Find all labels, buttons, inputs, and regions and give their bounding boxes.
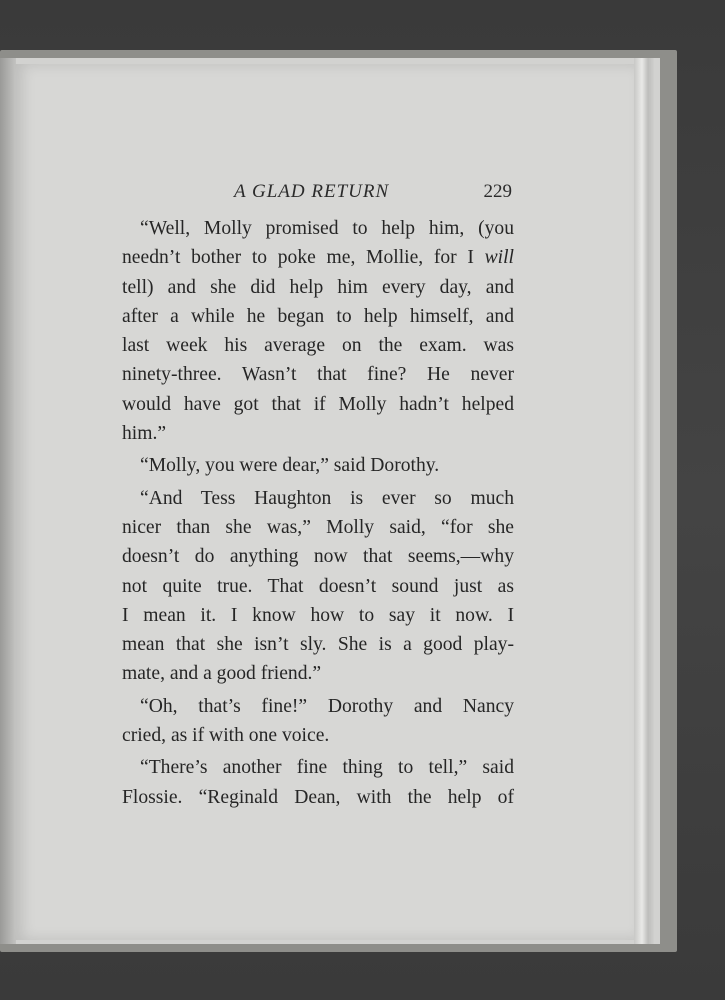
page-number: 229 bbox=[483, 181, 512, 202]
emphasis-word: will bbox=[484, 247, 514, 269]
text-line: mate, and a good friend.” bbox=[122, 663, 322, 685]
text-line: ninety-three. Wasn’t that fine? He never bbox=[122, 364, 514, 386]
text-line bbox=[122, 243, 514, 272]
text-line: tell) and she did help him every day, and bbox=[122, 276, 514, 298]
text-line: not quite true. That doesn’t sound just as bbox=[122, 575, 514, 597]
text-line: “Molly, you were dear,” said Dorothy. bbox=[140, 455, 440, 477]
text-line: “Oh, that’s fine!” Dorothy and Nancy bbox=[140, 695, 514, 717]
text-line: him.” bbox=[122, 423, 167, 445]
text-line: would have got that if Molly hadn’t helped bbox=[122, 393, 514, 415]
text-line: “Well, Molly promised to help him, (you bbox=[140, 218, 514, 239]
text-line: after a while he began to help himself, and bbox=[122, 305, 514, 327]
text-line: I mean it. I know how to say it now. I bbox=[122, 604, 514, 626]
text-line: “There’s another fine thing to tell,” said bbox=[140, 757, 514, 779]
text-line: “And Tess Haughton is ever so much bbox=[140, 487, 514, 509]
text-line: cried, as if with one voice. bbox=[122, 725, 330, 747]
body-text bbox=[122, 214, 514, 812]
text-segment: needn’t bother to poke me, Mollie, for I will bbox=[122, 247, 514, 269]
text-line: mean that she isn’t sly. She is a good play- bbox=[122, 634, 514, 656]
text-line: Flossie. “Reginald Dean, with the help of bbox=[122, 786, 514, 808]
page-edges bbox=[634, 58, 654, 944]
text-line: nicer than she was,” Molly said, “for she bbox=[122, 516, 514, 538]
running-head bbox=[122, 178, 514, 208]
text-line: doesn’t do anything now that seems,—why bbox=[122, 546, 514, 568]
text-line: last week his average on the exam. was bbox=[122, 335, 514, 357]
running-title: A GLAD RETURN bbox=[234, 181, 390, 202]
